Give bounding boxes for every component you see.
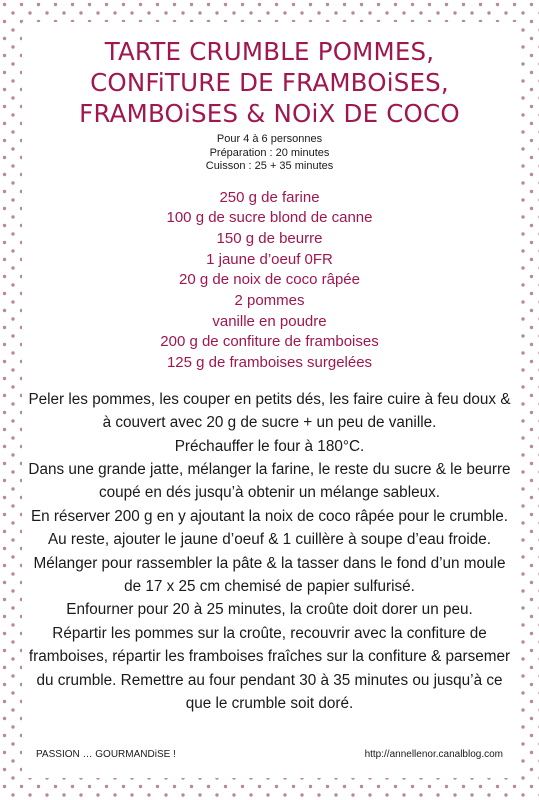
- footer-signature: PASSION … GOURMANDiSE !: [36, 749, 176, 760]
- cooking-time: Cuisson : 25 + 35 minutes: [205, 160, 334, 172]
- ingredient-item: 100 g de sucre blond de canne: [166, 209, 373, 227]
- preparation-time: Préparation : 20 minutes: [209, 146, 330, 159]
- instruction-step: Répartir les pommes sur la croûte, recouvrir avec la confiture de framboises, répartir les framboises fraîches sur la confiture & parsemer du crumble. Remettre au four pendant 30 à 35 minutes ou jusqu’à ce que le crumble soit doré.: [28, 624, 511, 713]
- instructions: [22, 388, 517, 716]
- title-line-3: FRAMBOiSES & NOiX DE COCO: [79, 99, 460, 128]
- ingredient-item: 20 g de noix de coco râpée: [179, 271, 360, 289]
- ingredient-item: 250 g de farine: [219, 188, 320, 206]
- ingredient-item: 1 jaune d’oeuf 0FR: [206, 250, 333, 268]
- instruction-step: Enfourner pour 20 à 25 minutes, la croûte doit dorer un peu.: [66, 601, 473, 619]
- title-line-2: CONFiTURE DE FRAMBOiSES,: [90, 68, 449, 97]
- ingredient-item: vanille en poudre: [212, 312, 327, 330]
- footer-blog-url: http://annellenor.canalblog.com: [364, 749, 503, 760]
- instruction-step: En réserver 200 g en y ajoutant la noix de coco râpée pour le crumble. Au reste, ajouter le jaune d’oeuf & 1 cuillère à soupe d’eau froide. Mélanger pour rassembler la pâte & la tasser dans le fond d’un moule de 17 x 25 cm chemisé de papier sulfurisé.: [30, 507, 509, 596]
- ingredients-list: [22, 188, 517, 374]
- servings-text: Pour 4 à 6 personnes: [216, 133, 323, 145]
- instruction-step: Dans une grande jatte, mélanger la farine, le reste du sucre & le beurre coupé en dés jusqu’à obtenir un mélange sableux.: [28, 461, 511, 502]
- recipe-meta: [22, 133, 517, 174]
- recipe-content: [22, 22, 517, 778]
- ingredient-item: 125 g de framboises surgelées: [166, 354, 373, 372]
- instruction-step: Préchauffer le four à 180°C.: [174, 437, 365, 455]
- ingredient-item: 150 g de beurre: [216, 229, 323, 247]
- instruction-step: Peler les pommes, les couper en petits dés, les faire cuire à feu doux & à couvert avec 20 g de sucre + un peu de vanille.: [28, 390, 511, 432]
- ingredient-item: 2 pommes: [234, 292, 305, 310]
- recipe-title: [22, 36, 517, 129]
- ingredient-item: 200 g de confiture de framboises: [160, 333, 379, 351]
- title-line-1: TARTE CRUMBLE POMMES,: [104, 37, 435, 66]
